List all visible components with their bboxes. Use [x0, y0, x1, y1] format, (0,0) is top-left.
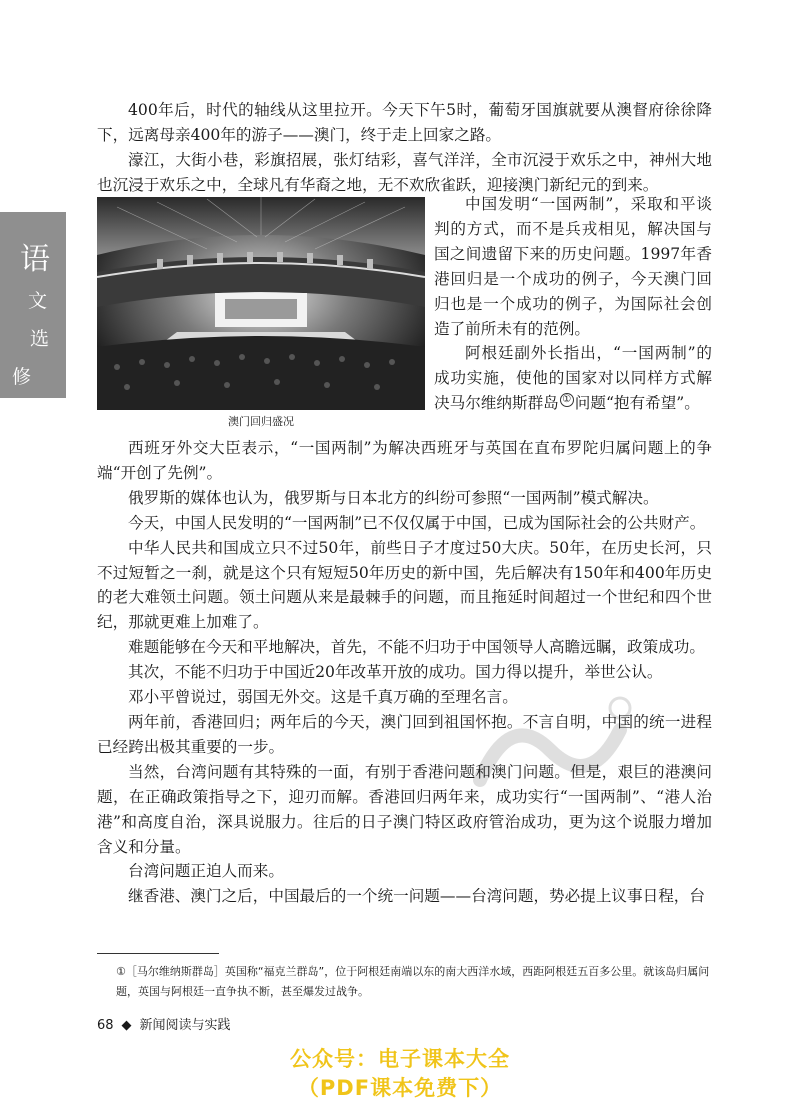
- side-tab: [0, 212, 66, 398]
- page-number: 68: [97, 1018, 114, 1033]
- footnote-marker: ①: [560, 393, 574, 407]
- body-paragraph-8: 两年前，香港回归；两年后的今天，澳门回到祖国怀抱。不言自明，中国的统一进程已经跨出极其重要的一步。: [97, 712, 712, 756]
- side-tab-char-4: 修: [12, 366, 32, 388]
- watermark-line-2: （PDF课本免费下）: [297, 1076, 503, 1100]
- footnote-rule: [97, 953, 219, 954]
- body-paragraph-5: 难题能够在今天和平地解决，首先，不能不归功于中国领导人高瞻远瞩，政策成功。: [128, 638, 705, 657]
- body-paragraph-3: 今天，中国人民发明的“一国两制”已不仅仅属于中国，已成为国际社会的公共财产。: [128, 513, 706, 532]
- body-paragraph-11: 继香港、澳门之后，中国最后的一个统一问题——台湾问题，势必提上议事日程，台: [128, 887, 705, 906]
- right-column: [434, 192, 712, 416]
- body-paragraph-4: 中华人民共和国成立只不过50年，前些日子才度过50大庆。50年，在历史长河，只不过短暂之一刹，就是这个只有短短50年历史的新中国，先后解决有150年和400年历史的老大难领土问题。领土问题从来是最棘手的问题，而且拖延时间超过一个世纪和四个世纪，那就更难上加难了。: [97, 538, 712, 632]
- side-tab-char-3: 选: [30, 328, 50, 350]
- right-paragraph-2-text-a: 阿根廷副外长指出，“一国两制”的成功实施，使他的国家对以同样方式解决马尔维纳斯群岛: [434, 344, 712, 413]
- diamond-icon: ◆: [121, 1018, 132, 1033]
- right-paragraph-1: 中国发明“一国两制”，采取和平谈判的方式，而不是兵戎相见，解决国与国之间遗留下来的历史问题。1997年香港回归是一个成功的例子，今天澳门回归也是一个成功的例子，为国际社会创造了前所未有的范例。: [434, 195, 712, 338]
- book-title: 新闻阅读与实践: [139, 1018, 231, 1033]
- side-tab-char-2: 文: [28, 290, 48, 312]
- body-section: [97, 436, 712, 909]
- right-paragraph-2: [434, 341, 712, 416]
- right-paragraph-2-text-b: 问题“抱有希望”。: [574, 394, 700, 413]
- body-paragraph-2: 俄罗斯的媒体也认为，俄罗斯与日本北方的纠纷可参照“一国两制”模式解决。: [128, 488, 659, 507]
- body-paragraph-7: 邓小平曾说过，弱国无外交。这是千真万确的至理名言。: [128, 688, 518, 707]
- macau-ceremony-photo: [97, 197, 425, 410]
- intro-section: [97, 98, 712, 198]
- photo-figure: [97, 197, 425, 433]
- intro-paragraph-1: 400年后，时代的轴线从这里拉开。今天下午5时，葡萄牙国旗就要从澳督府徐徐降下，远离母亲400年的游子——澳门，终于走上回家之路。: [97, 101, 712, 144]
- photo-caption: 澳门回归盛况: [228, 415, 294, 428]
- body-paragraph-1: 西班牙外交大臣表示，“一国两制”为解决西班牙与英国在直布罗陀归属问题上的争端“开创了先例”。: [97, 439, 712, 482]
- side-tab-char-1: 语: [20, 242, 50, 277]
- watermark-line-1: 公众号：电子课本大全: [290, 1047, 510, 1071]
- body-paragraph-9: 当然，台湾问题有其特殊的一面，有别于香港问题和澳门问题。但是，艰巨的港澳问题，在正确政策指导之下，迎刃而解。香港回归两年来，成功实行“一国两制”、“港人治港”和高度自治，深具说服力。往后的日子澳门特区政府管治成功，更为这个说服力增加含义和分量。: [97, 762, 712, 856]
- page-footer: [97, 1014, 231, 1033]
- body-paragraph-10: 台湾问题正迫人而来。: [128, 862, 284, 881]
- intro-paragraph-2: 濠江，大街小巷，彩旗招展，张灯结彩，喜气洋洋，全市沉浸于欢乐之中，神州大地也沉浸于欢乐之中，全球凡有华裔之地，无不欢欣雀跃，迎接澳门新纪元的到来。: [97, 150, 712, 194]
- footnote: ①［马尔维纳斯群岛］英国称“福克兰群岛”，位于阿根廷南端以东的南大西洋水域，西距阿根廷五百多公里。就该岛归属问题，英国与阿根廷一直争执不断，甚至爆发过战争。: [116, 965, 710, 998]
- body-paragraph-6: 其次，不能不归功于中国近20年改革开放的成功。国力得以提升，举世公认。: [128, 663, 663, 682]
